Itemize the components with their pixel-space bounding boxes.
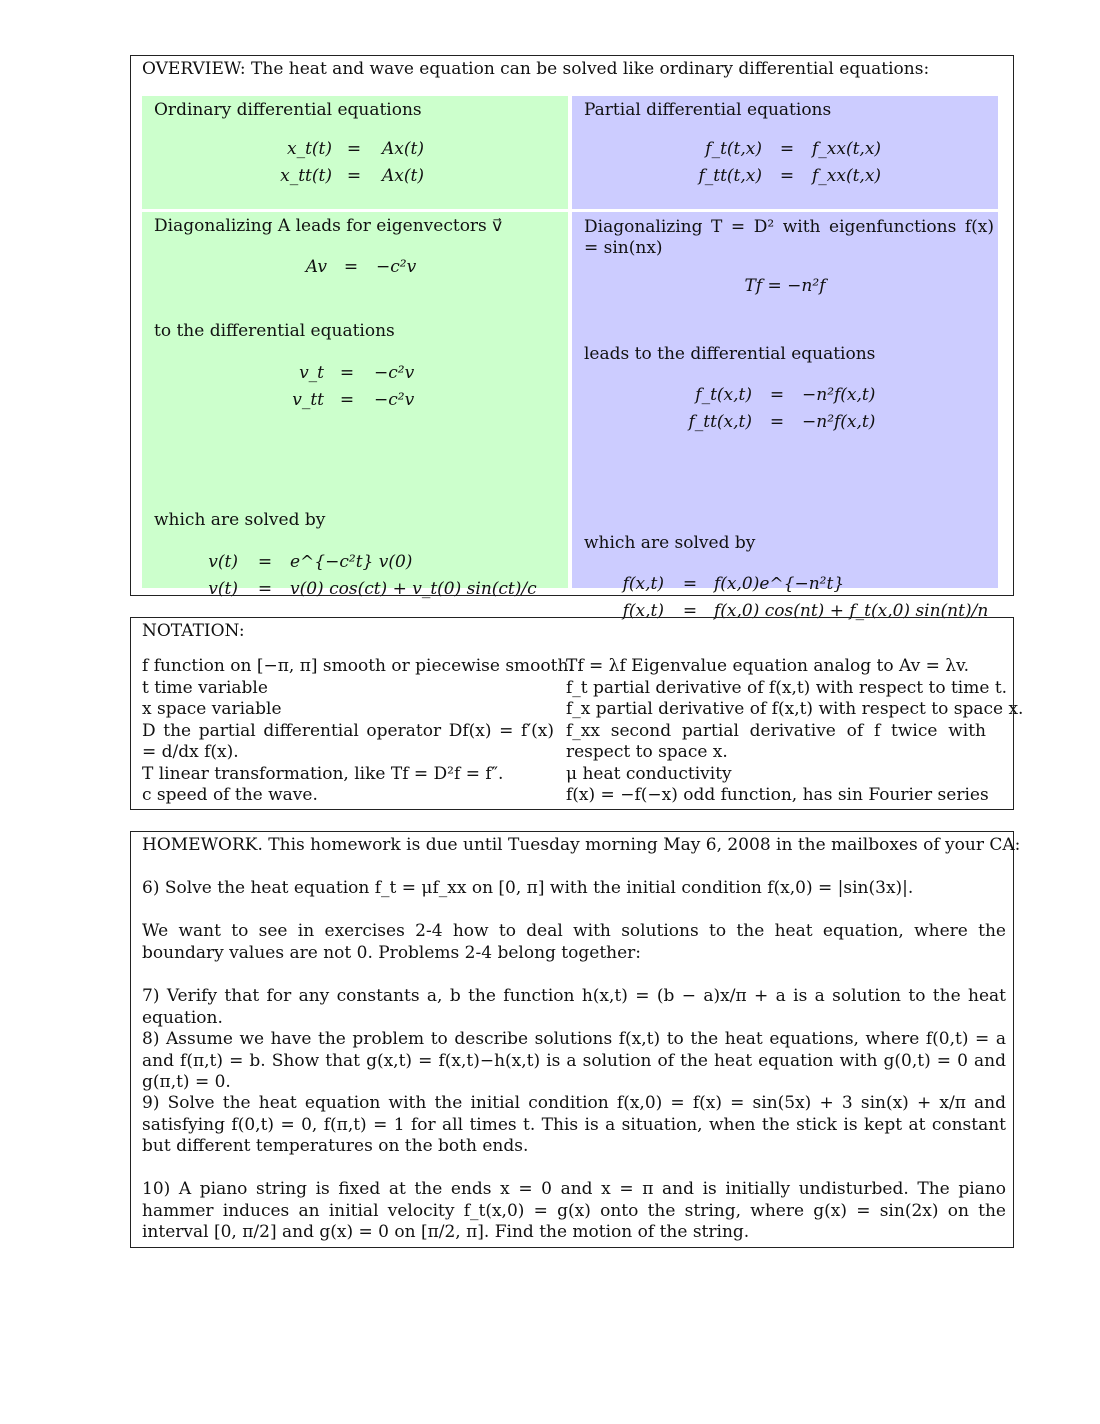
ode-title: Ordinary differential equations bbox=[154, 100, 422, 120]
ode-to-text: to the differential equations bbox=[154, 321, 395, 341]
notation-item: f_xx second partial derivative of f twice with respect to space x. bbox=[566, 720, 986, 762]
homework-box bbox=[130, 831, 1021, 1248]
notation-item: t time variable bbox=[142, 677, 268, 698]
eq-rel: = bbox=[769, 412, 785, 432]
eq-lhs: f_t(x,t) bbox=[695, 385, 752, 405]
eq-rel: = bbox=[682, 601, 698, 621]
pde-de-equations bbox=[572, 382, 998, 442]
homework-intro: We want to see in exercises 2-4 how to deal with solutions to the heat equation, where the boundary values are not 0. Problems 2-4 belong together: bbox=[142, 921, 1006, 963]
eq-rel: = bbox=[682, 574, 698, 594]
eq-rhs: v(0) cos(ct) + v_t(0) sin(ct)/c bbox=[290, 579, 537, 599]
eq-rhs: Ax(t) bbox=[382, 166, 424, 186]
problem-10: 10) A piano string is fixed at the ends x = 0 and x = π and is initially undisturbed. The piano hammer induces an initial velocity f_t(x,0) = g(x) onto the string, where g(x) = sin(2x) on the interval [0, π/2] and g(x) = 0 on [π/2, π]. Find the motion of the string. bbox=[142, 1179, 1006, 1243]
eq-rel: = bbox=[346, 166, 362, 186]
homework-heading: HOMEWORK. This homework is due until Tuesday morning May 6, 2008 in the mailboxes of your CA: bbox=[142, 835, 1021, 855]
problem-8: 8) Assume we have the problem to describe solutions f(x,t) to the heat equations, where f(0,t) = a and f(π,t) = b. Show that g(x,t) = f(x,t)−h(x,t) is a solution of the heat equation with g(0,t) = 0 and g(π,t) = 0. bbox=[142, 1029, 1006, 1093]
problem-9: 9) Solve the heat equation with the initial condition f(x,0) = f(x) = sin(5x) + 3 sin(x) + x/π and satisfying f(0,t) = 0, f(π,t) = 1 for all times t. This is a situation, when the stick is kept at constant but different temperatures on the both ends. bbox=[142, 1093, 1006, 1157]
notation-item: D the partial differential operator Df(x) = f′(x) = d/dx f(x). bbox=[142, 720, 554, 762]
eq-lhs: f_tt(x,t) bbox=[688, 412, 752, 432]
eq-rhs: f_xx(t,x) bbox=[812, 166, 882, 186]
eq-rel: = bbox=[769, 385, 785, 405]
notation-item: T linear transformation, like Tf = D²f = f″. bbox=[142, 763, 504, 784]
eq-rhs: e^{−c²t} v(0) bbox=[290, 552, 413, 572]
ode-diag-equation bbox=[142, 254, 568, 284]
eq-rhs: −n²f(x,t) bbox=[802, 385, 876, 405]
eq-lhs: Av bbox=[305, 257, 327, 277]
ode-diag-text: Diagonalizing A leads for eigenvectors v⃗ bbox=[154, 216, 503, 236]
eq-rhs: −c²v bbox=[374, 363, 415, 383]
eq-rhs: f_xx(t,x) bbox=[812, 139, 882, 159]
eq-lhs: v(t) bbox=[208, 552, 238, 572]
ode-de-equations bbox=[142, 360, 568, 420]
notation-left-column bbox=[142, 656, 574, 807]
eq-rel: = bbox=[257, 579, 273, 599]
eq-rhs: −c²v bbox=[376, 257, 417, 277]
eq-rel: = bbox=[343, 257, 359, 277]
eq-lhs: f_tt(t,x) bbox=[698, 166, 762, 186]
pde-title-panel bbox=[572, 96, 998, 209]
eq-rhs: Ax(t) bbox=[382, 139, 424, 159]
pde-solved-text: which are solved by bbox=[584, 533, 756, 553]
pde-diag-text: Diagonalizing T = D² with eigenfunctions f(x) = sin(nx) bbox=[584, 217, 994, 258]
eq-rhs: −n²f(x,t) bbox=[802, 412, 876, 432]
eq-rel: = bbox=[779, 166, 795, 186]
notation-item: f function on [−π, π] smooth or piecewise smooth. bbox=[142, 656, 574, 676]
pde-to-text: leads to the differential equations bbox=[584, 344, 876, 364]
eq-lhs: v_t bbox=[299, 363, 324, 383]
ode-title-panel bbox=[142, 96, 568, 209]
ode-method-panel bbox=[142, 212, 568, 599]
eq-lhs: x_t(t) bbox=[286, 139, 332, 159]
eq-rel: = bbox=[257, 552, 273, 572]
notation-item: c speed of the wave. bbox=[142, 785, 318, 805]
eq-rhs: f(x,0) cos(nt) + f_t(x,0) sin(nt)/n bbox=[714, 601, 989, 621]
eq-rel: = bbox=[339, 363, 355, 383]
eq-lhs: f_t(t,x) bbox=[705, 139, 762, 159]
pde-title: Partial differential equations bbox=[584, 100, 832, 120]
eq-rel: = bbox=[339, 390, 355, 410]
eq-lhs: x_tt(t) bbox=[280, 166, 332, 186]
pde-equations bbox=[572, 136, 998, 196]
notation-right-column bbox=[566, 656, 1024, 807]
eq-rhs: f(x,0)e^{−n²t} bbox=[714, 574, 845, 594]
ode-equations bbox=[142, 136, 568, 196]
eq-rel: = bbox=[779, 139, 795, 159]
notation-item: f_t partial derivative of f(x,t) with respect to time t. bbox=[566, 677, 1008, 698]
eq-rhs: −c²v bbox=[374, 390, 415, 410]
overview-heading: OVERVIEW: The heat and wave equation can be solved like ordinary differential equations: bbox=[142, 59, 930, 79]
eq-lhs: f(x,t) bbox=[622, 574, 664, 594]
ode-solution-equations bbox=[142, 549, 568, 609]
problem-6: 6) Solve the heat equation f_t = μf_xx on [0, π] with the initial condition f(x,0) = |sin(3x)|. bbox=[142, 878, 914, 898]
notation-item: f_x partial derivative of f(x,t) with respect to space x. bbox=[566, 699, 1024, 719]
notation-item: f(x) = −f(−x) odd function, has sin Fourier series bbox=[566, 785, 989, 805]
ode-solved-text: which are solved by bbox=[154, 510, 326, 530]
eq-lhs: v_tt bbox=[292, 390, 324, 410]
notation-heading: NOTATION: bbox=[142, 621, 245, 641]
eq-lhs: f(x,t) bbox=[622, 601, 664, 621]
notation-item: Tf = λf Eigenvalue equation analog to Av = λv. bbox=[566, 656, 970, 676]
eq-lhs: v(t) bbox=[208, 579, 238, 599]
problem-7: 7) Verify that for any constants a, b the function h(x,t) = (b − a)x/π + a is a solution to the heat equation. bbox=[142, 986, 1006, 1028]
overview-box bbox=[130, 55, 1014, 621]
notation-item: x space variable bbox=[142, 699, 282, 719]
pde-diag-equation: Tf = −n²f bbox=[744, 276, 826, 296]
notation-box bbox=[130, 617, 1024, 810]
notation-item: μ heat conductivity bbox=[566, 763, 732, 784]
pde-method-panel bbox=[572, 212, 998, 621]
eq-rel: = bbox=[346, 139, 362, 159]
